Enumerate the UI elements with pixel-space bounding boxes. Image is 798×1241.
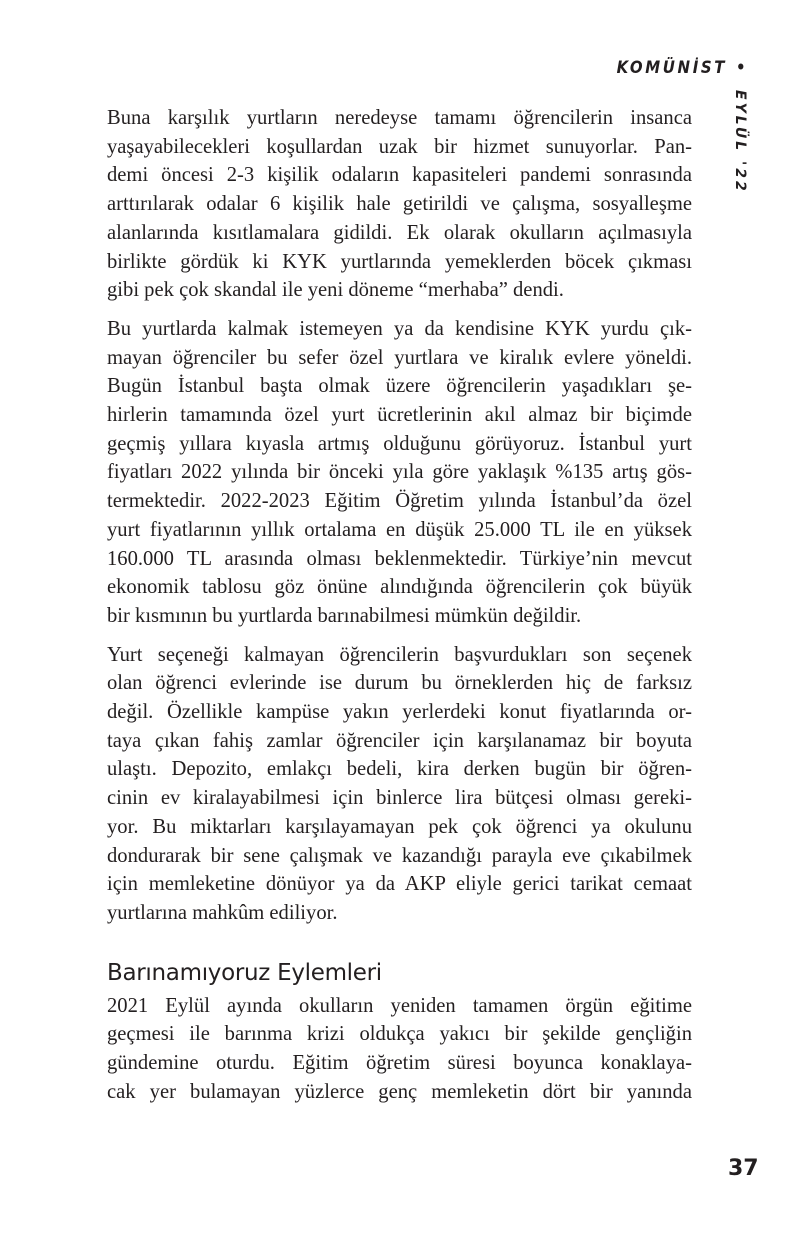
text-line: gündemine oturdu. Eğitim öğretim süresi boyunca konaklaya- xyxy=(107,1052,692,1075)
text-line: cak yer bulamayan yüzlerce genç memleketin dört bir yanında xyxy=(107,1080,692,1103)
paragraph-1 xyxy=(107,104,692,305)
text-line: değil. Özellikle kampüse yakın yerlerdeki konut fiyatlarında or- xyxy=(107,701,692,724)
text-line: demi öncesi 2-3 kişilik odaların kapasiteleri pandemi sonrasında xyxy=(107,164,692,187)
text-line: birlikte gördük ki KYK yurtlarında yemeklerden böcek çıkması xyxy=(107,250,692,273)
text-line: bir kısmının bu yurtlarda barınabilmesi mümkün değildir. xyxy=(107,604,582,627)
text-line: yaşayabilecekleri koşullardan uzak bir hizmet sunuyorlar. Pan- xyxy=(107,135,692,158)
text-line: 2021 Eylül ayında okulların yeniden tamamen örgün eğitime xyxy=(107,994,692,1017)
page-number: 37 xyxy=(728,1156,759,1181)
text-line: taya çıkan fahiş zamlar öğrenciler için karşılanamaz bir boyuta xyxy=(107,729,692,752)
article-body xyxy=(107,104,692,1117)
text-line: geçmesi ile barınma krizi oldukça yakıcı bir şekilde gençliğin xyxy=(107,1023,692,1046)
section-paragraph-1 xyxy=(107,992,692,1107)
text-line: ulaştı. Depozito, emlakçı bedeli, kira derken bugün bir öğren- xyxy=(107,758,692,781)
text-line: arttırılarak odalar 6 kişilik hale getirildi ve çalışma, sosyalleşme xyxy=(107,193,692,216)
text-line: gibi pek çok skandal ile yeni döneme “merhaba” dendi. xyxy=(107,279,564,302)
text-line: Buna karşılık yurtların neredeyse tamamı öğrencilerin insanca xyxy=(107,107,692,129)
paragraph-2 xyxy=(107,315,692,631)
text-line: olan öğrenci evlerinde ise durum bu örneklerden hiç de farksız xyxy=(107,672,692,695)
text-line: mayan öğrenciler bu sefer özel yurtlara ve kiralık evlere yöneldi. xyxy=(107,346,692,369)
text-line: alanlarında kısıtlamalara gidildi. Ek olarak okulların açılmasıyla xyxy=(107,221,692,244)
text-line: Bugün İstanbul başta olmak üzere öğrencilerin yaşadıkları şe- xyxy=(107,375,692,398)
text-line: hirlerin tamamında özel yurt ücretlerinin akıl almaz bir biçimde xyxy=(107,404,692,427)
text-line: yor. Bu miktarları karşılayamayan pek çok öğrenci ya okulunu xyxy=(107,815,692,838)
text-line: yurt fiyatlarının yıllık ortalama en düşük 25.000 TL ile en yüksek xyxy=(107,518,692,541)
text-line: cinin ev kiralayabilmesi için binlerce lira bütçesi olması gereki- xyxy=(107,787,692,810)
text-line: Bu yurtlarda kalmak istemeyen ya da kendisine KYK yurdu çık- xyxy=(107,317,692,340)
issue-date-label: EYLÜL '22 xyxy=(732,90,748,194)
bullet-separator-icon: • xyxy=(736,58,746,78)
text-line: Yurt seçeneği kalmayan öğrencilerin başvurdukları son seçenek xyxy=(107,643,692,666)
text-line: 160.000 TL arasında olması beklenmektedir. Türkiye’nin mevcut xyxy=(107,547,692,570)
text-line: için memleketine dönüyor ya da AKP eliyle gerici tarikat cemaat xyxy=(107,873,692,896)
text-line: yurtlarına mahkûm ediliyor. xyxy=(107,901,338,924)
text-line: termektedir. 2022-2023 Eğitim Öğretim yılında İstanbul’da özel xyxy=(107,490,692,513)
publication-title: KOMÜNİST xyxy=(617,58,728,78)
text-line: fiyatları 2022 yılında bir önceki yıla göre yaklaşık %135 artış gös- xyxy=(107,461,692,484)
text-line: geçmiş yıllara kıyasla artmış olduğunu görüyoruz. İstanbul yurt xyxy=(107,432,692,455)
paragraph-3 xyxy=(107,641,692,928)
text-line: dondurarak bir sene çalışmak ve kazandığı parayla eve çıkabilmek xyxy=(107,844,692,867)
text-line: ekonomik tablosu göz önüne alındığında öğrencilerin çok büyük xyxy=(107,576,692,599)
section-heading: Barınamıyoruz Eylemleri xyxy=(107,959,382,986)
running-head xyxy=(617,58,746,78)
